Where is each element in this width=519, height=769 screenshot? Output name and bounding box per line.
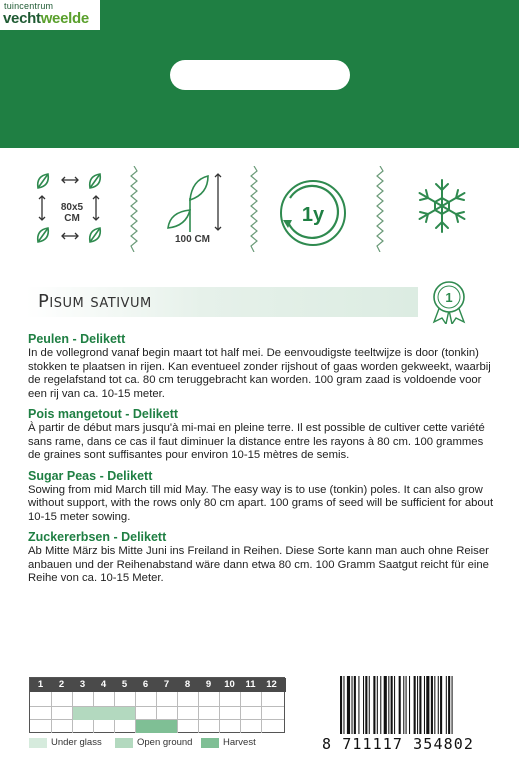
month-label: 10 bbox=[224, 679, 235, 690]
barcode-bar bbox=[424, 676, 425, 734]
barcode-bar bbox=[391, 676, 393, 734]
month-label: 5 bbox=[121, 679, 128, 690]
calendar-legend bbox=[29, 737, 289, 751]
barcode bbox=[338, 676, 496, 736]
month-label: 12 bbox=[266, 679, 277, 690]
month-label: 9 bbox=[205, 679, 212, 690]
snowflake-icon bbox=[412, 176, 472, 236]
section-fr bbox=[28, 407, 498, 463]
calendar-bar-open-ground bbox=[73, 707, 135, 720]
barcode-bar bbox=[394, 676, 395, 734]
barcode-bar bbox=[426, 676, 429, 734]
header-flap bbox=[0, 0, 519, 148]
calendar-grid bbox=[29, 677, 285, 733]
section-title: Zuckererbsen - Delikett bbox=[28, 530, 167, 544]
barcode-bar bbox=[340, 676, 342, 734]
spacing-unit: CM bbox=[64, 213, 80, 224]
legend-swatch-under-glass bbox=[29, 738, 47, 748]
difficulty-badge-icon bbox=[430, 280, 468, 324]
calendar-row-line bbox=[30, 706, 284, 707]
section-title: Pois mangetout - Delikett bbox=[28, 407, 179, 421]
barcode-bar bbox=[434, 676, 435, 734]
barcode-bar bbox=[343, 676, 344, 734]
barcode-bar bbox=[384, 676, 387, 734]
barcode-bar bbox=[369, 676, 370, 734]
brand-logo-top: tuincentrum bbox=[4, 1, 54, 11]
barcode-bar bbox=[409, 676, 410, 734]
calendar-col-line bbox=[219, 692, 220, 733]
month-label: 8 bbox=[184, 679, 191, 690]
barcode-bar bbox=[363, 676, 364, 734]
barcode-bar bbox=[354, 676, 356, 734]
calendar-col-line bbox=[198, 692, 199, 733]
barcode-bar bbox=[403, 676, 404, 734]
barcode-bar bbox=[417, 676, 418, 734]
spacing-label bbox=[60, 202, 84, 224]
barcode-bar bbox=[446, 676, 447, 734]
description-sections bbox=[28, 332, 498, 592]
section-title: Sugar Peas - Delikett bbox=[28, 468, 153, 483]
barcode-bar bbox=[399, 676, 401, 734]
barcode-bar bbox=[414, 676, 416, 734]
month-label: 7 bbox=[163, 679, 170, 690]
barcode-bar bbox=[406, 676, 407, 734]
month-label: 11 bbox=[245, 679, 256, 690]
month-label: 4 bbox=[100, 679, 107, 690]
month-label: 1 bbox=[37, 679, 44, 690]
section-text: À partir de début mars jusqu'à mi-mai en pleine terre. Il est possible de cultiver cette variété sans rame, dans ce cas il faut diminuer la distance entre les rayons à 80 cm. 100 grammes de graines sont suffisantes pour environ 10-15 mètres de semis. bbox=[28, 422, 485, 461]
barcode-bar bbox=[373, 676, 375, 734]
calendar-bar-harvest bbox=[136, 720, 177, 733]
calendar-header bbox=[30, 678, 286, 692]
barcode-bar bbox=[438, 676, 439, 734]
section-nl bbox=[28, 332, 498, 401]
barcode-bar bbox=[377, 676, 378, 734]
section-text: In de vollegrond vanaf begin maart tot half mei. De eenvoudigste teeltwijze is door (tonkin) stokken te plaatsen in rijen. Kan eventueel zonder rijshout of gaas worden gekweekt, waarbij de regelafstand tot ca. 80 cm teruggebracht kan worden. 100 gram zaad is voldoende voor een rij van ca. 10-15 meter. bbox=[28, 347, 491, 400]
separator-zigzag bbox=[250, 166, 258, 252]
brand-name-main: vecht bbox=[3, 10, 41, 27]
calendar-col-line bbox=[240, 692, 241, 733]
barcode-bar bbox=[380, 676, 381, 734]
difficulty-badge-value: 1 bbox=[445, 290, 453, 305]
calendar-col-line bbox=[51, 692, 52, 733]
month-label: 6 bbox=[142, 679, 149, 690]
section-text: Ab Mitte März bis Mitte Juni ins Freiland in Reihen. Diese Sorte kann man auch ohne Reiser anbauen und der Reihenabstand wäre dann etwa 80 cm. 100 Gramm Saatgut reicht für eine Reihe von ca. 10-15 Meter. bbox=[28, 545, 489, 584]
barcode-bar bbox=[440, 676, 442, 734]
calendar-col-line bbox=[261, 692, 262, 733]
barcode-bar bbox=[419, 676, 421, 734]
barcode-bar bbox=[452, 676, 453, 734]
spacing-value: 80x5 bbox=[60, 202, 84, 213]
brand-logo bbox=[0, 0, 100, 30]
brand-name-accent: weelde bbox=[40, 10, 89, 27]
separator-zigzag bbox=[376, 166, 384, 252]
icon-row bbox=[0, 160, 519, 260]
month-label: 3 bbox=[79, 679, 86, 690]
plant-height-icon bbox=[160, 170, 240, 234]
barcode-digits: 8 711117 354802 bbox=[322, 735, 474, 753]
barcode-bar bbox=[358, 676, 359, 734]
barcode-bar bbox=[448, 676, 450, 734]
legend-label: Harvest bbox=[223, 737, 256, 748]
hang-hole bbox=[170, 60, 350, 90]
latin-name: Pisum sativum bbox=[38, 291, 152, 312]
brand-logo-name bbox=[3, 10, 89, 27]
height-label: 100 CM bbox=[175, 234, 211, 245]
sowing-calendar bbox=[29, 677, 285, 733]
calendar-col-line bbox=[177, 692, 178, 733]
legend-label: Open ground bbox=[137, 737, 193, 748]
section-en bbox=[28, 469, 498, 525]
lifecycle-label: 1y bbox=[301, 204, 325, 226]
barcode-bar bbox=[365, 676, 367, 734]
month-label: 2 bbox=[58, 679, 65, 690]
legend-label: Under glass bbox=[51, 737, 102, 748]
separator-zigzag bbox=[130, 166, 138, 252]
barcode-bar bbox=[431, 676, 433, 734]
barcode-bar bbox=[388, 676, 389, 734]
section-text: Sowing from mid March till mid May. The easy way is to use (tonkin) poles. It can also grow without support, with the rows only 80 cm apart. 100 grams of seed will be sufficient for about 10-15 meter sowing. bbox=[28, 483, 494, 523]
barcode-bar bbox=[347, 676, 350, 734]
legend-swatch-open-ground bbox=[115, 738, 133, 748]
legend-swatch-harvest bbox=[201, 738, 219, 748]
section-title: Peulen - Delikett bbox=[28, 332, 126, 346]
section-de bbox=[28, 530, 498, 586]
barcode-bar bbox=[352, 676, 353, 734]
